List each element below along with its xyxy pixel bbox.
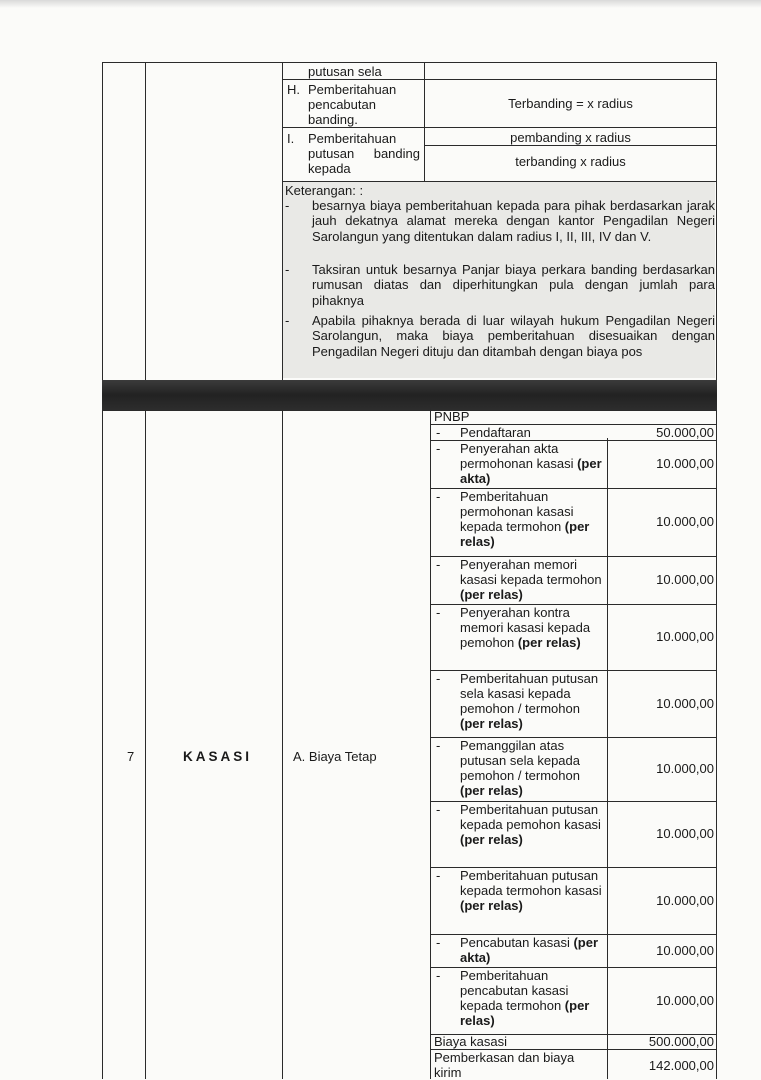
row-divider (430, 556, 717, 557)
kasasi-item-row (430, 488, 717, 556)
row-i-letter: I. (287, 131, 295, 146)
pnbp-header: PNBP (434, 409, 470, 424)
item-amount: 10.000,00 (656, 456, 714, 471)
item-dash: - (436, 935, 441, 950)
item-amount: 10.000,00 (656, 826, 714, 841)
item-dash: - (436, 868, 441, 883)
item-label: Pencabutan kasasi (per akta) (460, 935, 599, 965)
keterangan-title: Keterangan: : (285, 183, 364, 198)
item-amount: 10.000,00 (656, 993, 714, 1008)
item-dash: - (436, 425, 441, 440)
kasasi-item-row (430, 867, 717, 934)
kasasi-item-row (430, 934, 717, 967)
row-divider (430, 934, 717, 935)
item-unit: (per relas) (460, 587, 523, 602)
item-amount: 10.000,00 (656, 761, 714, 776)
row-h-letter: H. (287, 82, 300, 97)
item-unit: (per akta) (460, 456, 602, 486)
kasasi-item-row (430, 440, 717, 488)
item-amount: 10.000,00 (656, 943, 714, 958)
biaya-kasasi-amount: 500.000,00 (648, 1034, 714, 1049)
item-unit: (per relas) (460, 783, 523, 798)
item-amount: 10.000,00 (656, 514, 714, 529)
kasasi-item-row (430, 670, 717, 737)
row-divider (430, 440, 717, 441)
row-divider (430, 488, 717, 489)
row-i-value-terbanding: terbanding x radius (515, 154, 626, 169)
pemberkasan-amount: 142.000,00 (648, 1058, 714, 1073)
row-divider (430, 604, 717, 605)
item-unit: (per relas) (460, 519, 590, 549)
kasasi-item-row (430, 967, 717, 1034)
item-label: Pemberitahuan putusan sela kasasi kepada pemohon / termohon (per relas) (460, 671, 599, 731)
item-label: Pendaftaran (460, 425, 531, 440)
item-dash: - (436, 671, 441, 686)
item-label: Pemberitahuan putusan kepada termohon kasasi (per relas) (460, 868, 602, 913)
item-label: Pemberitahuan putusan kepada pemohon kasasi (per relas) (460, 802, 601, 847)
item-label: Pemberitahuan permohonan kasasi kepada termohon (per relas) (460, 489, 590, 549)
item-dash: - (436, 557, 441, 572)
item-unit: (per relas) (460, 998, 590, 1028)
item-amount: 10.000,00 (656, 572, 714, 587)
row-divider (430, 670, 717, 671)
row-i-label: Pemberitahuan putusan banding kepada (308, 131, 420, 176)
section-separator-bar (102, 380, 717, 410)
item-amount: 10.000,00 (656, 893, 714, 908)
item-label: Pemberitahuan pencabutan kasasi kepada termohon (per relas) (460, 968, 590, 1028)
row-divider (430, 737, 717, 738)
item-label: Pemanggilan atas putusan sela kepada pemohon / termohon (per relas) (460, 738, 580, 798)
item-unit: (per akta) (460, 935, 599, 965)
item-amount: 10.000,00 (656, 629, 714, 644)
row-divider (430, 967, 717, 968)
page-top-shadow (0, 0, 761, 8)
item-dash: - (436, 802, 441, 817)
item-unit: (per relas) (460, 716, 523, 731)
row-h-label: Pemberitahuan pencabutan banding. (308, 82, 397, 127)
kasasi-item-row (430, 424, 717, 440)
item-label: Penyerahan memori kasasi kepada termohon (per relas) (460, 557, 602, 602)
biaya-kasasi-label: Biaya kasasi (434, 1034, 507, 1049)
item-dash: - (436, 968, 441, 983)
item-amount: 10.000,00 (656, 696, 714, 711)
kasasi-title: KASASI (183, 749, 253, 764)
kasasi-item-row (430, 604, 717, 670)
kasasi-item-row (430, 556, 717, 604)
item-unit: (per relas) (517, 635, 581, 650)
item-dash: - (436, 489, 441, 504)
kasasi-item-row (430, 737, 717, 801)
kasasi-category: A. Biaya Tetap (293, 749, 377, 764)
item-label: Penyerahan kontra memori kasasi kepada pemohon (per relas) (460, 605, 591, 650)
row-h-value: Terbanding = x radius (508, 96, 633, 111)
item-unit: (per relas) (460, 832, 523, 847)
item-label: Penyerahan akta permohonan kasasi (per akta) (460, 441, 602, 486)
putusan-sela-label: putusan sela (308, 64, 382, 79)
item-dash: - (436, 605, 441, 620)
pemberkasan-label: Pemberkasan dan biaya kirim (434, 1050, 575, 1080)
kasasi-item-row (430, 801, 717, 867)
item-amount: 50.000,00 (656, 425, 714, 440)
item-unit: (per relas) (460, 898, 523, 913)
item-dash: - (436, 441, 441, 456)
row-divider (430, 801, 717, 802)
row-divider (430, 867, 717, 868)
row-i-value-pembanding: pembanding x radius (510, 130, 631, 145)
item-dash: - (436, 738, 441, 753)
kasasi-number: 7 (127, 749, 135, 764)
